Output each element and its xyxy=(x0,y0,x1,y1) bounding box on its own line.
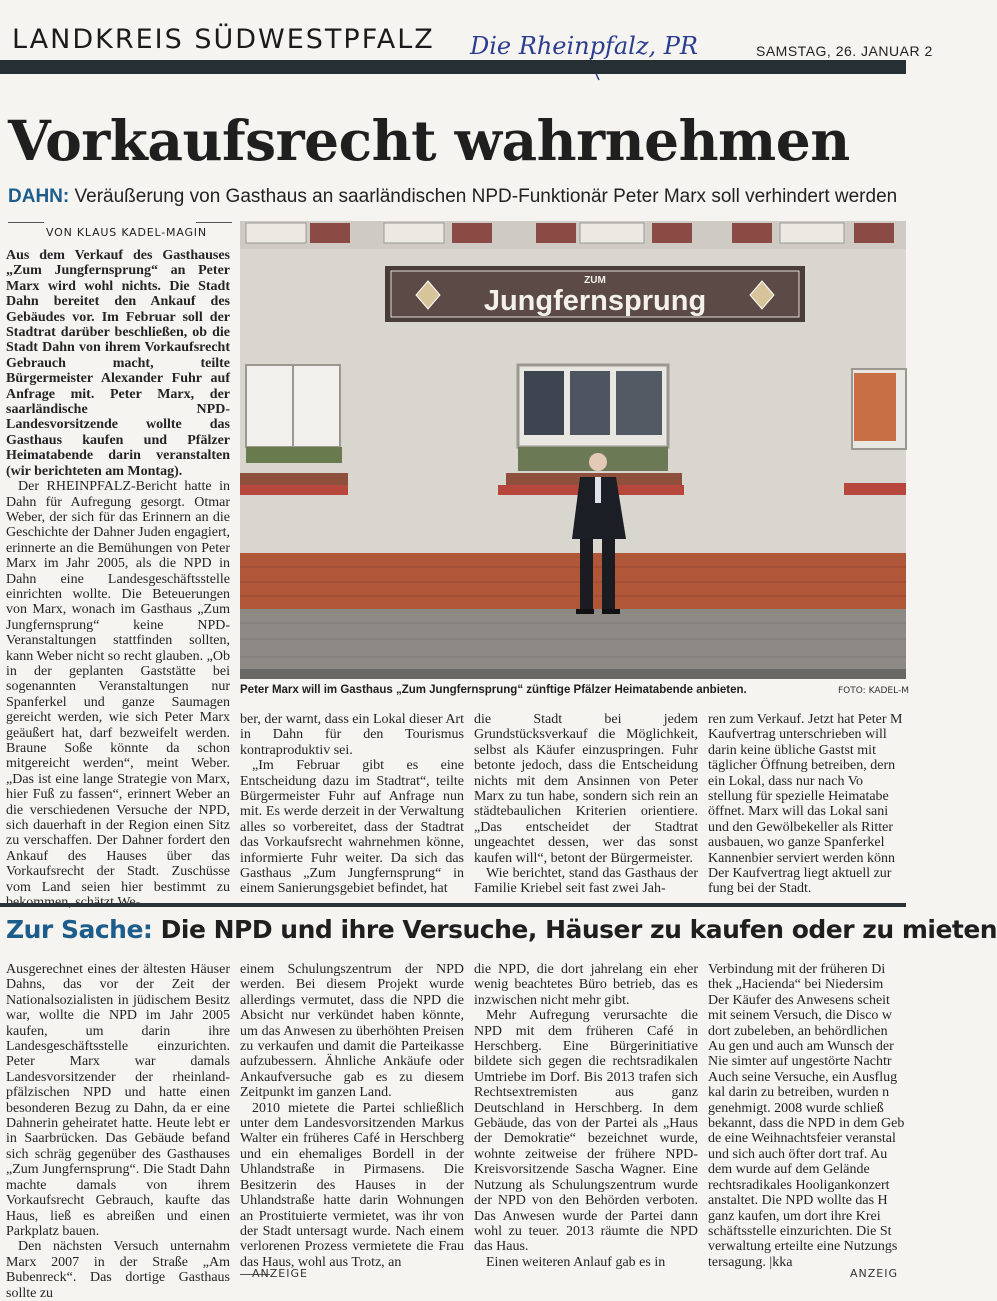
article-column-2 xyxy=(240,712,464,897)
photo-credit: FOTO: KADEL-M xyxy=(838,686,909,696)
section-title: LANDKREIS SÜDWESTPFALZ xyxy=(12,24,435,55)
article-paragraph: „Im Februar gibt es eine Entscheidung dazu im Stadtrat“, teilte Bürgermeister Fuhr auf Anfrage nun mit. Es werde derzeit in der Verwaltung alles so vorbereitet, dass der Stadtrat das Vorkaufsrecht wahrnehmen könne, informierte Fuhr weiter. Da sich das Gasthaus „Zum Jungfernsprung“ in einem Sanierungsgebiet befindet, hat xyxy=(240,758,464,897)
zur-sache-column-3 xyxy=(474,962,698,1270)
zur-sache-paragraph: Ausgerechnet eines der ältesten Häuser Dahns, das vor der Zeit der Nationalsozialisten in jüdischem Besitz war, wollte die NPD im Jahr 2005 kaufen, um darin ihre Landesgeschäftsstelle einzurichten. Peter Marx war damals Landesvorsitzender der rheinland-pfälzischen NPD und hatte einen besonderen Bezug zu Dahn, da er eine Dahnerin geheiratet hatte. Heute lebt er in Saarbrücken. Das Gebäude befand sich schräg gegenüber des Gasthauses „Zum Jungfernsprung“. Die Stadt Dahn machte damals von ihrem Vorkaufsrecht Gebrauch, kaufte das Haus, ließ es abreißen und einen Parkplatz bauen. xyxy=(6,962,230,1239)
zur-sache-paragraph: Den nächsten Versuch unternahm Marx 2007 in der Straße „Am Bubenreck“. Das dortige Gasthaus sollte zu xyxy=(6,1239,230,1301)
article-paragraph: ren zum Verkauf. Jetzt hat Peter M Kaufvertrag unterschrieben will darin keine übliche Gastst mit täglicher Öffnung betreiben, dern ein Lokal, dass nur nach Vo stellung für spezielle Heimatabe öffnet. Marx will das Lokal sani und den Gewölbekeller als Ritter ausbauen, wo ganze Spanferkel Kannenbier serviert werden könn Der Kaufvertrag liegt aktuell zur fung bei der Stadt. xyxy=(708,712,903,897)
article-column-1 xyxy=(6,248,230,894)
subhead-location: DAHN: xyxy=(8,186,70,207)
article-column-4 xyxy=(708,712,906,897)
gasthaus-photo xyxy=(240,221,906,679)
byline: VON KLAUS KADEL-MAGIN xyxy=(46,226,207,239)
subhead xyxy=(8,186,897,208)
sign-name-text: Jungfernsprung xyxy=(483,285,707,317)
header-date: SAMSTAG, 26. JANUAR 2 xyxy=(756,43,933,59)
zur-sache-paragraph: 2010 mietete die Partei schließlich unter dem Landesvorsitzenden Markus Walter ein früheres Café in Herschberg und ein ehemaliges Bordell in der Uhlandstraße in Pirmasens. Die Besitzerin des Hauses in der Uhlandstraße hatte darin Wohnungen an Prostituierte vermietet, was ihr von der Stadt untersagt wurde. Nach einem verlorenen Prozess vermietete die Frau das Haus, wohl aus Trotz, an xyxy=(240,1100,464,1270)
zur-sache-paragraph: Einen weiteren Anlauf gab es in xyxy=(486,1254,666,1270)
section-divider xyxy=(0,903,906,907)
zur-sache-heading xyxy=(6,915,997,944)
article-paragraph: Wie berichtet, stand das Gasthaus der Familie Kriebel seit fast zwei Jah- xyxy=(474,866,698,897)
header-rule xyxy=(0,60,906,74)
article-lead-paragraph: Aus dem Verkauf des Gasthauses „Zum Jungfernsprung“ an Peter Marx wird wohl nichts. Die Stadt Dahn bereitet den Ankauf des Gebäudes vor. Im Februar soll der Stadtrat darüber beschließen, ob die Stadt Dahn von ihrem Vorkaufsrecht Gebrauch macht, teilte Bürgermeister Alexander Fuhr auf Anfrage mit. Peter Marx, der saarländische NPD-Landesvorsitzende wollte das Gasthaus kaufen und Pfälzer Heimatabende darin veranstalten (wir berichteten am Montag). xyxy=(6,248,230,479)
article-column-3 xyxy=(474,712,698,897)
article-paragraph: die Stadt bei jedem Grundstücksverkauf die Möglichkeit, selbst als Käufer einzuspringen. Fuhr betonte jedoch, dass die Entscheidung nichts mit dem Ansinnen von Peter Marx zu tun habe, sondern sich rein an städtebaulichen Kriterien orientiere. „Das entscheidet der Stadtrat ungeachtet dessen, wer das sonst kaufen will“, betont der Bürgermeister. xyxy=(474,712,698,866)
zur-sache-paragraph: die NPD, die dort jahrelang ein eher wenig beachtetes Büro betrieb, das es inzwischen nicht mehr gibt. xyxy=(474,962,698,1008)
ad-label: ANZEIGE xyxy=(252,1267,308,1280)
zur-sache-paragraph: Mehr Aufregung verursachte die NPD mit dem früheren Café in Herschberg. Eine Bürgerinitiative bildete sich gegen die rechtsradikalen Umtriebe im Dorf. Bis 2013 trafen sich Rechtsextremisten aus ganz Deutschland in Herschberg. In dem Gebäude, das von der Partei als „Haus der Demokratie“ bezeichnet wurde, wohnte zeitweise der frühere NPD-Kreisvorsitzende Sascha Wagner. Eine Nutzung als Schulungszentrum wurde der NPD von den Behörden verboten. Das Anwesen wurde der Partei dann wohl zu teuer. 2013 räumte die NPD das Haus. xyxy=(474,1008,698,1255)
subhead-text: Veräußerung von Gasthaus an saarländischen NPD-Funktionär Peter Marx soll verhindert werden xyxy=(74,186,898,207)
article-paragraph: Der RHEINPFALZ-Bericht hatte in Dahn für Aufregung gesorgt. Otmar Weber, der sich für das Erinnern an die Geschichte der Dahner Juden engagiert, erinnerte an die Bemühungen von Peter Marx im Jahr 2005, als die NPD in Dahn eine Landesgeschäftsstelle einrichten wollte. Die Beteuerungen von Marx, wonach im Gasthaus „Zum Jungfernsprung“ keine NPD-Veranstaltungen stattfinden sollten, kann Weber nicht so recht glauben. „Ob in der geplanten Gaststätte bei sogenannten Veranstaltungen nur Spanferkel und ganze Saumagen gereicht werden, wie sich Peter Marx geäußert hat, darf bezweifelt werden. Braune Soße könnte da schon mitgereicht werden“, meint Weber. „Das ist eine lange Strategie von Marx, hier Fuß zu fassen“, erinnert Weber an die verschiedenen Versuche der NPD, sich dauerhaft in der Region einen Sitz zu verschaffen. Der Dahner fordert den Ankauf des Hauses über das Vorkaufsrecht der Stadt. Zuschüsse vom Land seien hier bestimmt zu xyxy=(6,479,230,895)
byline-rule-left xyxy=(8,222,44,223)
photo-caption: Peter Marx will im Gasthaus „Zum Jungfernsprung“ zünftige Pfälzer Heimatabende anbieten. xyxy=(240,684,747,696)
article-paragraph: ber, der warnt, dass ein Lokal dieser Art in Dahn für den Tourismus kontraproduktiv sei. xyxy=(240,712,464,758)
zur-sache-column-2 xyxy=(240,962,464,1270)
handwritten-note-text: Die Rheinpfalz, PR xyxy=(470,32,698,60)
zur-sache-paragraph: einem Schulungszentrum der NPD werden. Bei diesem Projekt wurde allerdings vermutet, dass die NPD die Absicht nur verkündet haben könnte, um das Anwesen zu überhöhten Preisen zu verkaufen und damit die Parteikasse aufzubessern. Ähnliche Ankäufe oder Ankaufversuche gab es zu diesem Zeitpunkt im ganzen Land. xyxy=(240,962,464,1101)
ad-label-right: ANZEIG xyxy=(850,1267,899,1280)
article-photo xyxy=(240,221,906,679)
zur-sache-column-4 xyxy=(708,962,906,1270)
sign-zum-text: ZUM xyxy=(584,275,606,286)
zur-sache-title: Die NPD und ihre Versuche, Häuser zu kaufen oder zu mieten xyxy=(160,915,997,944)
headline: Vorkaufsrecht wahrnehmen xyxy=(8,108,850,173)
zur-sache-paragraph: Verbindung mit der früheren Di thek „Hacienda“ bei Niedersim Der Käufer des Anwesens scheit mit seinem Versuch, die Disco w dort zubeleben, an behördlichen Au gen und auch am Wunsch der Nie simter auf ungestörte Nachtr Auch seine Versuche, ein Ausflug kal darin zu betreiben, wurden n genehmigt. 2008 wurde schließ bekannt, dass die NPD in dem Geb de eine Weihnachtsfeier veranstal und sich auch öfter dort traf. Au dem wurde auf dem Gelände rechtsradikales Hooligankonzert anstaltet. Die NPD wollte das H ganz kaufen, um dort ihre Krei schäftsstelle einzurichten. Die St verwaltung erteilte eine Nutzungs tersagung. |kka xyxy=(708,962,905,1270)
zur-sache-column-1 xyxy=(6,962,230,1301)
byline-rule-right xyxy=(196,222,232,223)
zur-sache-label: Zur Sache: xyxy=(6,915,153,944)
